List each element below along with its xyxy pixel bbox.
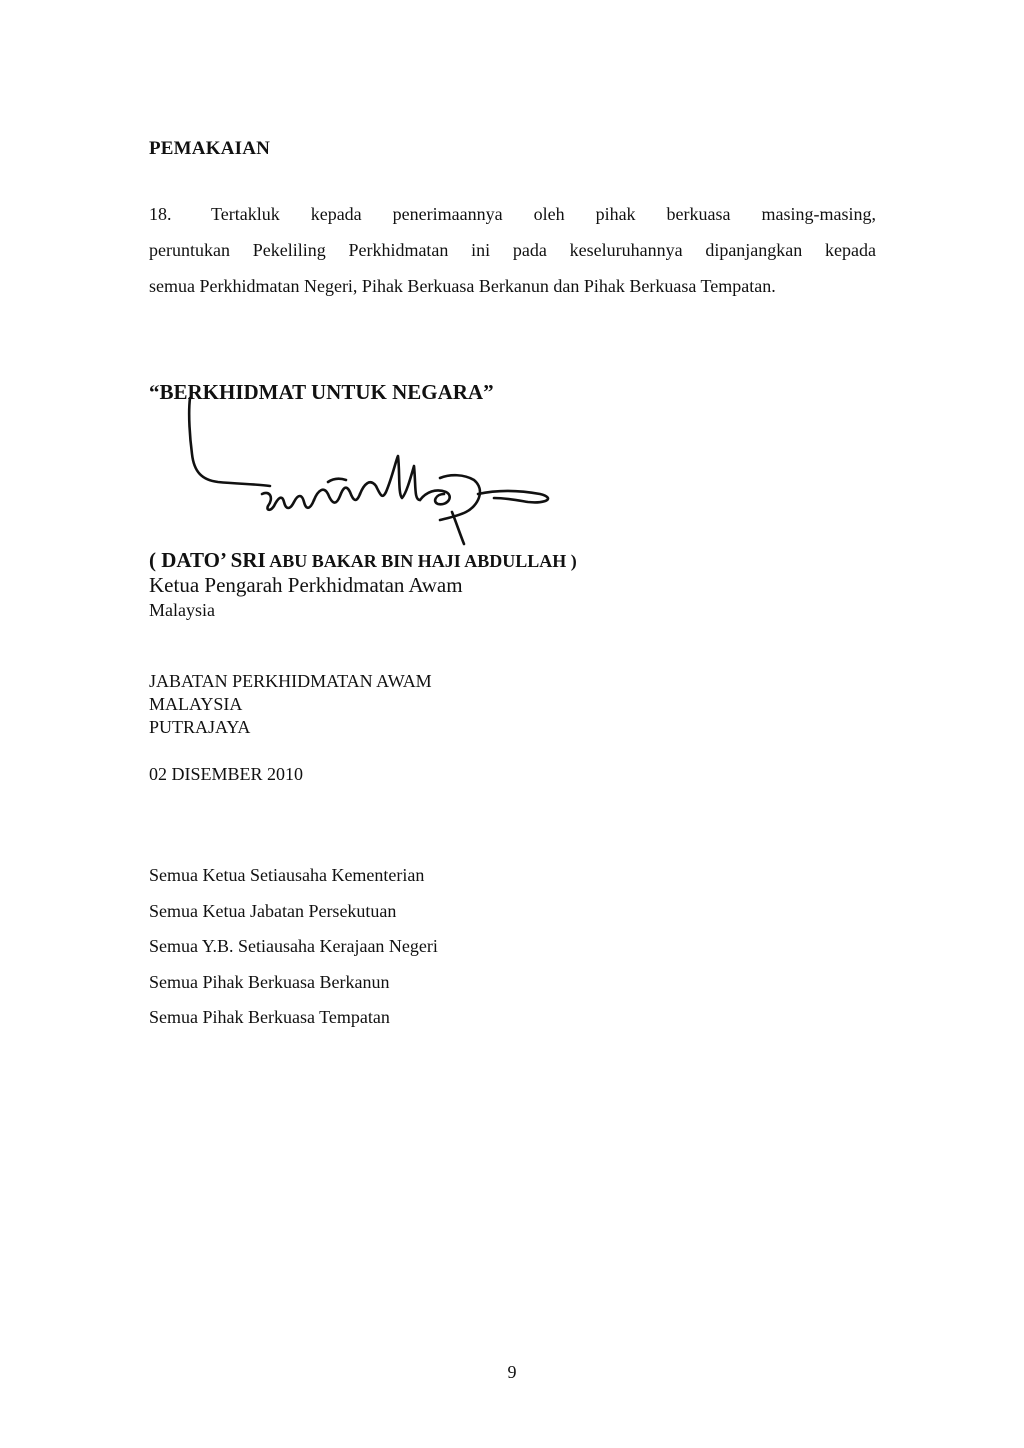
- department-address: [149, 670, 432, 739]
- recipient-item: Semua Pihak Berkuasa Berkanun: [149, 971, 390, 992]
- recipient-item: Semua Pihak Berkuasa Tempatan: [149, 1007, 390, 1027]
- department-line-1: JABATAN PERKHIDMATAN AWAM: [149, 671, 432, 691]
- signer-name: [149, 548, 577, 573]
- recipient-item: Semua Ketua Jabatan Persekutuan: [149, 900, 397, 921]
- motto: “BERKHIDMAT UNTUK NEGARA”: [149, 380, 494, 404]
- department-line-2: MALAYSIA: [149, 694, 243, 714]
- department-line-3: PUTRAJAYA: [149, 717, 251, 737]
- signer-title: Ketua Pengarah Perkhidmatan Awam: [149, 573, 463, 597]
- recipient-item: Semua Ketua Setiausaha Kementerian: [149, 865, 425, 885]
- paragraph-number: 18.: [149, 204, 172, 224]
- recipient-item: Semua Y.B. Setiausaha Kerajaan Negeri: [149, 936, 438, 956]
- paragraph-line-2: peruntukan Pekeliling Perkhidmatan ini pada keseluruhannya dipanjangkan kepada: [149, 240, 876, 260]
- handwritten-signature: [178, 394, 568, 554]
- paragraph-line-1: Tertakluk kepada penerimaannya oleh pihak berkuasa masing-masing,: [211, 204, 876, 224]
- recipient-list: [149, 858, 438, 1036]
- paragraph-18: [149, 196, 876, 304]
- paragraph-line-3: semua Perkhidmatan Negeri, Pihak Berkuasa Berkanun dan Pihak Berkuasa Tempatan.: [149, 276, 776, 296]
- document-date: 02 DISEMBER 2010: [149, 764, 304, 784]
- signer-name-honorific: ( DATO’ SRI: [149, 548, 266, 572]
- signer-country: Malaysia: [149, 600, 215, 620]
- section-heading: PEMAKAIAN: [149, 138, 271, 159]
- signer-name-rest: ABU BAKAR BIN HAJI ABDULLAH ): [265, 551, 577, 571]
- page-number: 9: [507, 1362, 517, 1382]
